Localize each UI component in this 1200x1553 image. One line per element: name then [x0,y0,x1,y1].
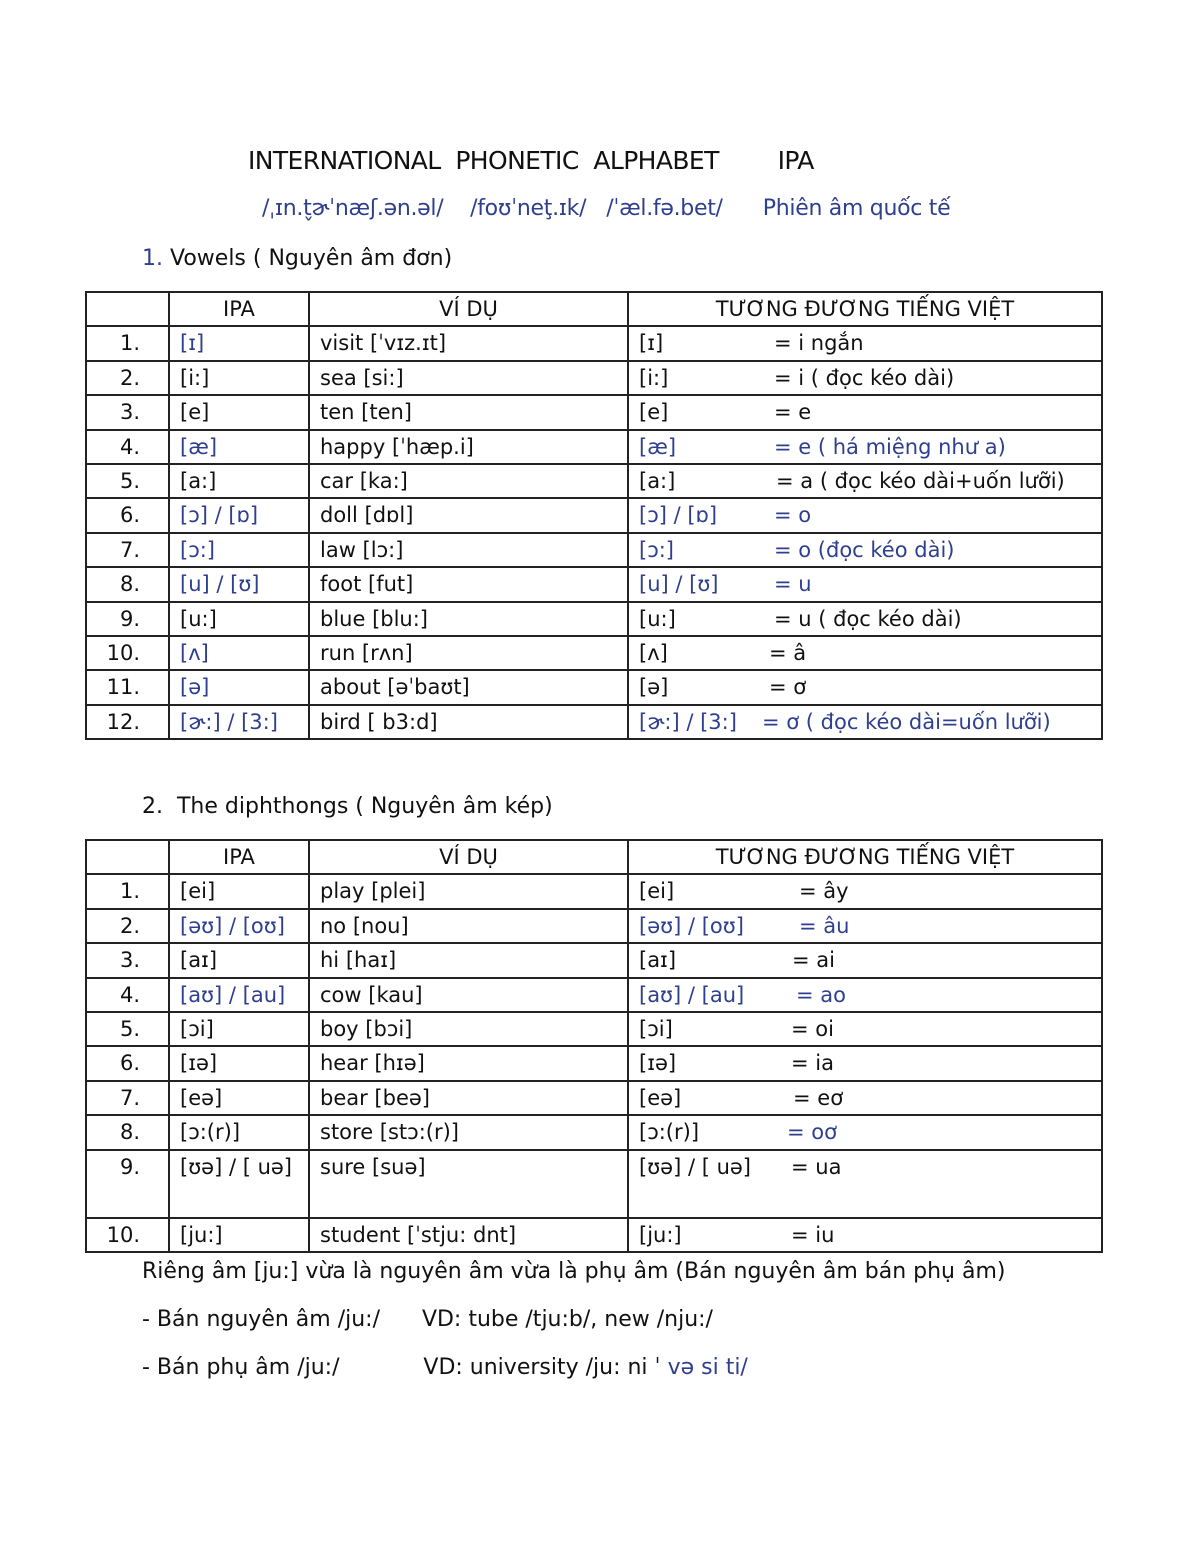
header-ipa: IPA [169,292,309,326]
row-example: law [lɔ:] [309,533,628,567]
row-viet [628,636,1102,670]
row-index: 4. [86,430,169,464]
row-viet-ipa: [ɔ] / [ɒ] [639,503,718,528]
row-viet [628,874,1102,908]
row-ipa: [ə] [169,670,309,704]
note-line-2: - Bán nguyên âm /ju:/ VD: tube /tju:b/, new /nju:/ [142,1307,713,1332]
row-example: foot [fut] [309,567,628,601]
table-header-row [86,292,1102,326]
row-example: boy [bɔi] [309,1012,628,1046]
title-phonetics: /ˌɪn.t̬ɚˈnæʃ.ən.əl/ /foʊˈneţ.ɪk/ /ˈæl.fə.bet/ Phiên âm quốc tế [262,196,951,221]
table-row [86,1218,1102,1252]
row-ipa: [əʊ] / [oʊ] [169,909,309,943]
row-ipa: [eə] [169,1081,309,1115]
row-viet-ipa: [ɪ] [639,331,664,356]
row-viet [628,602,1102,636]
row-example: blue [blu:] [309,602,628,636]
row-example: doll [dɒl] [309,498,628,532]
row-index: 6. [86,1046,169,1080]
row-index: 8. [86,567,169,601]
page-title: INTERNATIONAL PHONETIC ALPHABET IPA [248,146,814,175]
table-row [86,326,1102,360]
row-index: 7. [86,1081,169,1115]
row-viet-equivalent: = o [774,503,812,528]
row-ipa: [ɪ] [169,326,309,360]
section-title: The diphthongs ( Nguyên âm kép) [163,794,553,819]
row-example: bird [ b3:d] [309,705,628,739]
row-index: 3. [86,943,169,977]
row-ipa: [u] / [ʊ] [169,567,309,601]
table-row [86,361,1102,395]
row-viet-equivalent: = e [774,400,812,425]
row-viet-equivalent: = ua [791,1154,842,1179]
row-viet-equivalent: = âu [799,913,850,938]
row-index: 2. [86,909,169,943]
header-blank [86,840,169,874]
row-viet [628,1012,1102,1046]
row-ipa: [ɔ:] [169,533,309,567]
row-viet [628,567,1102,601]
table-row [86,464,1102,498]
row-viet-ipa: [ɪə] [639,1051,677,1076]
row-example: bear [beə] [309,1081,628,1115]
row-ipa: [ei] [169,874,309,908]
row-viet-ipa: [ju:] [639,1222,682,1247]
row-viet [628,361,1102,395]
row-viet-ipa: [ɚ:] / [3:] [639,709,737,734]
row-example: sea [si:] [309,361,628,395]
row-example: about [əˈbaʊt] [309,670,628,704]
note-line-3-ipa: və si ti/ [667,1355,748,1380]
row-viet [628,533,1102,567]
row-viet-equivalent: = eơ [793,1085,844,1110]
row-example: happy [ˈhæp.i] [309,430,628,464]
row-viet [628,498,1102,532]
row-viet [628,1046,1102,1080]
table-row [86,395,1102,429]
row-viet-ipa: [e] [639,400,669,425]
row-viet-equivalent: = oi [791,1016,834,1041]
row-viet-equivalent: = ai [792,948,835,973]
table-row [86,943,1102,977]
row-viet-ipa: [aʊ] / [au] [639,982,745,1007]
section-number: 2. [142,794,163,819]
note-line-1: Riêng âm [ju:] vừa là nguyên âm vừa là phụ âm (Bán nguyên âm bán phụ âm) [142,1259,1006,1284]
row-viet-ipa: [ʌ] [639,640,668,665]
row-index: 1. [86,326,169,360]
row-viet [628,395,1102,429]
header-blank [86,292,169,326]
row-index: 11. [86,670,169,704]
header-example: VÍ DỤ [309,840,628,874]
header-viet: TƯƠNG ĐƯƠNG TIẾNG VIỆT [628,292,1102,326]
row-example: hear [hɪə] [309,1046,628,1080]
row-viet-ipa: [ɔi] [639,1016,673,1041]
row-viet [628,1150,1102,1218]
row-ipa: [ɔ:(r)] [169,1115,309,1149]
row-viet-ipa: [aɪ] [639,948,677,973]
row-index: 5. [86,1012,169,1046]
header-ipa: IPA [169,840,309,874]
table-row [86,705,1102,739]
row-index: 12. [86,705,169,739]
row-viet [628,670,1102,704]
table-row [86,978,1102,1012]
row-ipa: [ɪə] [169,1046,309,1080]
header-viet: TƯƠNG ĐƯƠNG TIẾNG VIỆT [628,840,1102,874]
section-diphthongs-heading [142,794,553,819]
row-viet-equivalent: = ây [799,879,849,904]
table-row [86,1081,1102,1115]
row-example: car [ka:] [309,464,628,498]
row-viet-ipa: [u] / [ʊ] [639,572,719,597]
row-viet-equivalent: = iu [791,1222,835,1247]
row-index: 9. [86,602,169,636]
row-viet-equivalent: = a ( đọc kéo dài+uốn lưỡi) [776,468,1065,493]
section-vowels-heading [142,246,452,271]
row-index: 3. [86,395,169,429]
row-viet-equivalent: = u [774,572,812,597]
row-viet [628,705,1102,739]
row-example: hi [haɪ] [309,943,628,977]
row-viet-ipa: [ɔ:] [639,537,674,562]
row-viet [628,1081,1102,1115]
row-example: run [rʌn] [309,636,628,670]
table-row [86,567,1102,601]
row-viet-ipa: [u:] [639,606,676,631]
row-viet [628,1115,1102,1149]
note-line-3 [142,1355,748,1380]
row-index: 4. [86,978,169,1012]
row-viet-equivalent: = â [769,640,807,665]
row-viet-ipa: [ɔ:(r)] [639,1120,700,1145]
row-index: 8. [86,1115,169,1149]
row-example: cow [kau] [309,978,628,1012]
row-viet [628,1218,1102,1252]
row-ipa: [a:] [169,464,309,498]
row-viet-ipa: [ʊə] / [ uə] [639,1154,751,1179]
row-viet [628,464,1102,498]
table-header-row [86,840,1102,874]
table-row [86,430,1102,464]
row-ipa: [ʊə] / [ uə] [169,1150,309,1218]
row-viet [628,430,1102,464]
row-viet-equivalent: = ia [791,1051,834,1076]
table-row [86,602,1102,636]
row-viet-equivalent: = ơ ( đọc kéo dài=uốn lưỡi) [762,709,1051,734]
row-viet-equivalent: = u ( đọc kéo dài) [774,606,962,631]
row-example: ten [ten] [309,395,628,429]
row-index: 10. [86,636,169,670]
row-ipa: [ju:] [169,1218,309,1252]
note-line-3-text: - Bán phụ âm /ju:/ VD: university /ju: ni ˈ [142,1355,668,1380]
table-row [86,498,1102,532]
row-viet-ipa: [ei] [639,879,675,904]
row-index: 5. [86,464,169,498]
row-viet-ipa: [i:] [639,365,669,390]
row-ipa: [aʊ] / [au] [169,978,309,1012]
header-example: VÍ DỤ [309,292,628,326]
table-row [86,909,1102,943]
table-row [86,874,1102,908]
table-row [86,670,1102,704]
row-example: no [nou] [309,909,628,943]
row-viet [628,326,1102,360]
row-viet-ipa: [ə] [639,675,669,700]
table-row [86,533,1102,567]
row-ipa: [i:] [169,361,309,395]
row-example: store [stɔ:(r)] [309,1115,628,1149]
section-number: 1. [142,246,163,271]
row-ipa: [æ] [169,430,309,464]
row-viet [628,978,1102,1012]
row-viet-equivalent: = e ( há miệng như a) [774,434,1006,459]
row-viet-equivalent: = o (đọc kéo dài) [774,537,955,562]
row-index: 7. [86,533,169,567]
row-viet-ipa: [eə] [639,1085,682,1110]
row-viet-equivalent: = ao [796,982,846,1007]
section-title: Vowels ( Nguyên âm đơn) [163,246,453,271]
row-ipa: [ɔi] [169,1012,309,1046]
row-example: visit [ˈvɪz.ɪt] [309,326,628,360]
row-ipa: [e] [169,395,309,429]
table-row [86,1046,1102,1080]
row-index: 1. [86,874,169,908]
row-viet-equivalent: = i ngắn [774,331,864,356]
row-index: 2. [86,361,169,395]
row-example: sure [suə] [309,1150,628,1218]
row-viet-equivalent: = i ( đọc kéo dài) [774,365,955,390]
row-index: 6. [86,498,169,532]
row-ipa: [ɚ:] / [3:] [169,705,309,739]
row-example: student [ˈstju: dnt] [309,1218,628,1252]
row-viet [628,909,1102,943]
row-viet-ipa: [əʊ] / [oʊ] [639,913,744,938]
vowels-table [85,291,1103,740]
row-viet-equivalent: = oơ [787,1120,837,1145]
row-example: play [plei] [309,874,628,908]
diphthongs-table [85,839,1103,1253]
row-index: 10. [86,1218,169,1252]
row-viet [628,943,1102,977]
row-viet-ipa: [a:] [639,468,676,493]
row-ipa: [u:] [169,602,309,636]
row-ipa: [ɔ] / [ɒ] [169,498,309,532]
row-viet-ipa: [æ] [639,434,677,459]
table-row [86,1012,1102,1046]
row-viet-equivalent: = ơ [769,675,807,700]
table-row [86,1150,1102,1218]
table-row [86,636,1102,670]
row-index: 9. [86,1150,169,1218]
row-ipa: [ʌ] [169,636,309,670]
row-ipa: [aɪ] [169,943,309,977]
table-row [86,1115,1102,1149]
